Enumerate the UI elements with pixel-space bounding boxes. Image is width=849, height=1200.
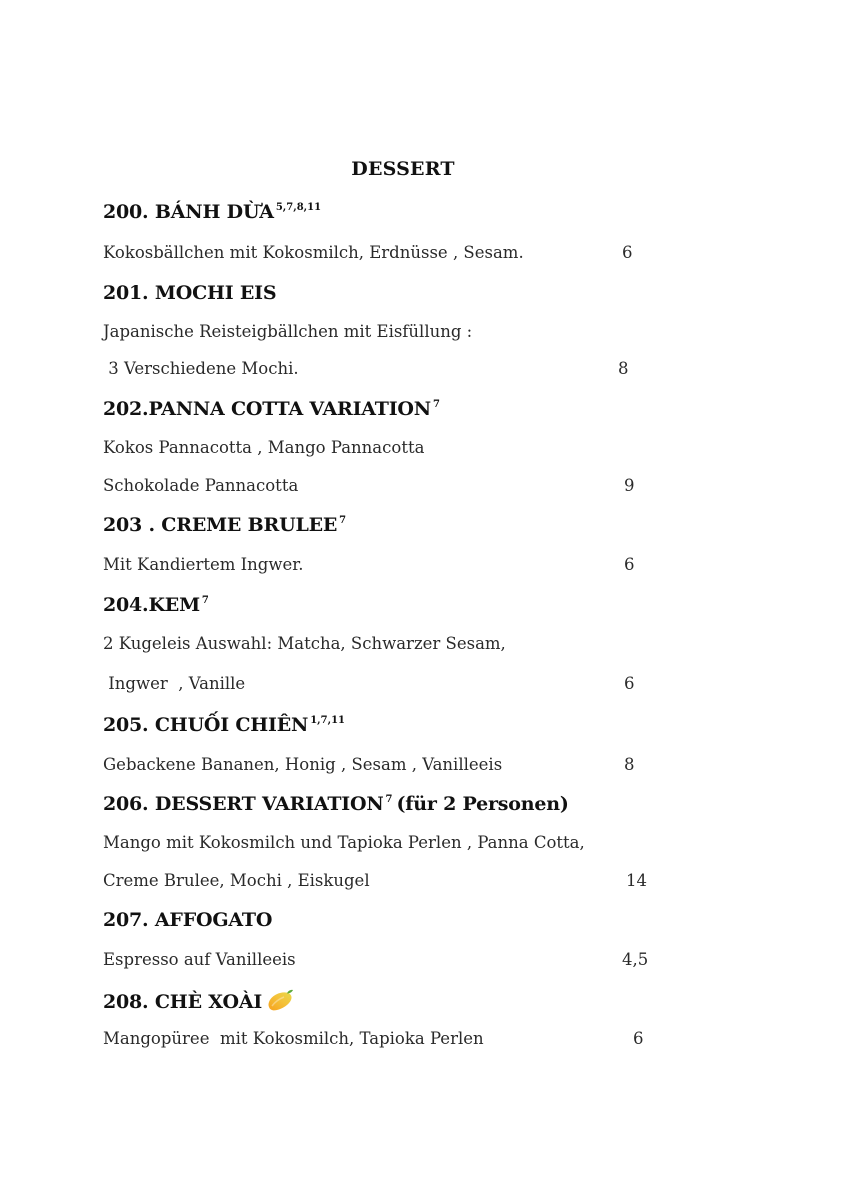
item-description: Mango mit Kokosmilch und Tapioka Perlen , Panna Cotta, bbox=[103, 833, 585, 852]
item-note: (für 2 Personen) bbox=[396, 793, 569, 815]
item-heading-208 bbox=[103, 988, 294, 1013]
item-price: 9 bbox=[624, 476, 635, 495]
item-price: 14 bbox=[626, 871, 647, 890]
item-description: Mangopüree mit Kokosmilch, Tapioka Perlen bbox=[103, 1029, 484, 1048]
item-description: Creme Brulee, Mochi , Eiskugel bbox=[103, 871, 370, 890]
item-name: 206. DESSERT VARIATION bbox=[103, 793, 384, 815]
item-description: Schokolade Pannacotta bbox=[103, 476, 299, 495]
item-description: Gebackene Bananen, Honig , Sesam , Vanilleeis bbox=[103, 755, 503, 774]
item-name: 205. CHUỐI CHIÊN bbox=[103, 714, 309, 736]
item-price: 6 bbox=[633, 1029, 644, 1048]
item-heading-204 bbox=[103, 594, 209, 616]
allergen-codes: 7 bbox=[385, 794, 393, 805]
item-name: 201. MOCHI EIS bbox=[103, 282, 277, 304]
item-name: 202.PANNA COTTA VARIATION bbox=[103, 398, 431, 420]
item-name: 207. AFFOGATO bbox=[103, 909, 273, 931]
item-price: 8 bbox=[624, 755, 635, 774]
item-heading-202 bbox=[103, 398, 440, 420]
item-heading-203 bbox=[103, 514, 346, 536]
item-description: Kokos Pannacotta , Mango Pannacotta bbox=[103, 438, 425, 457]
item-price: 6 bbox=[624, 555, 635, 574]
item-price: 6 bbox=[622, 243, 633, 262]
item-heading-206 bbox=[103, 793, 569, 815]
item-description: 3 Verschiedene Mochi. bbox=[103, 359, 299, 378]
item-heading-207 bbox=[103, 909, 272, 931]
item-heading-201 bbox=[103, 282, 276, 304]
item-heading-205 bbox=[103, 714, 345, 736]
item-heading-200 bbox=[103, 201, 321, 223]
item-price: 8 bbox=[618, 359, 629, 378]
item-description: Ingwer , Vanille bbox=[103, 674, 246, 693]
item-name: 208. CHÈ XOÀI bbox=[103, 991, 263, 1013]
item-price: 4,5 bbox=[622, 950, 649, 969]
mango-icon bbox=[266, 988, 294, 1012]
allergen-codes: 5,7,8,11 bbox=[275, 202, 322, 213]
item-name: 203 . CREME BRULEE bbox=[103, 514, 338, 536]
item-description: Kokosbällchen mit Kokosmilch, Erdnüsse , Sesam. bbox=[103, 243, 524, 262]
item-description: 2 Kugeleis Auswahl: Matcha, Schwarzer Sesam, bbox=[103, 634, 506, 653]
item-name: 204.KEM bbox=[103, 594, 200, 616]
item-price: 6 bbox=[624, 674, 635, 693]
item-name: 200. BÁNH DỪA bbox=[103, 201, 274, 223]
allergen-codes: 1,7,11 bbox=[310, 715, 345, 726]
allergen-codes: 7 bbox=[432, 399, 440, 410]
allergen-codes: 7 bbox=[339, 515, 347, 526]
item-description: Espresso auf Vanilleeis bbox=[103, 950, 296, 969]
page-title: DESSERT bbox=[351, 158, 455, 180]
item-description: Japanische Reisteigbällchen mit Eisfüllung : bbox=[103, 322, 473, 341]
allergen-codes: 7 bbox=[201, 595, 209, 606]
item-description: Mit Kandiertem Ingwer. bbox=[103, 555, 304, 574]
